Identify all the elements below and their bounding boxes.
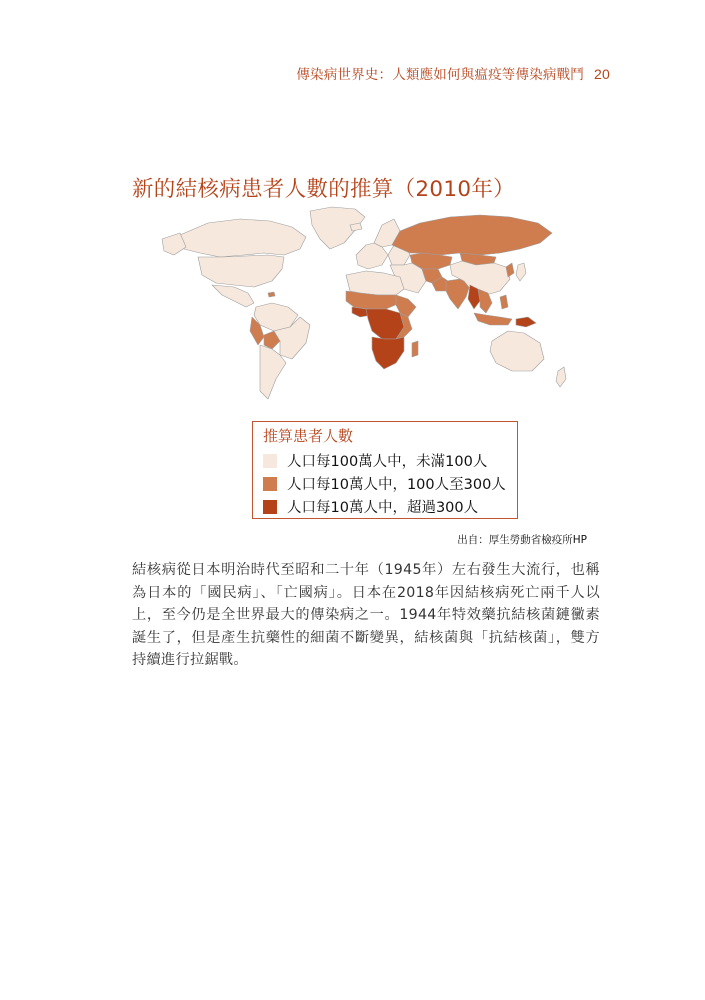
page-number: 20 (594, 66, 610, 82)
map-region-new-zealand (556, 367, 566, 387)
map-region-haiti (268, 292, 275, 297)
legend-item-low (263, 449, 517, 472)
map-region-japan (516, 263, 526, 281)
figure-source: 出自：厚生勞動省檢疫所HP (457, 534, 587, 546)
map-region-mexico (212, 285, 254, 307)
map-region-usa (198, 255, 284, 287)
map-region-russia (392, 215, 552, 255)
legend-label-mid: 人口每10萬人中，100人至300人 (287, 477, 506, 493)
map-region-indonesia (474, 313, 512, 325)
legend-label-high: 人口每10萬人中，超過300人 (287, 500, 479, 516)
legend-item-high (263, 495, 517, 518)
legend-swatch-low (263, 454, 277, 468)
world-map (160, 203, 580, 410)
map-region-philippines (500, 295, 508, 309)
book-title: 傳染病世界史：人類應如何與瘟疫等傳染病戰鬥 (296, 67, 585, 83)
map-region-papua (516, 317, 536, 327)
legend-item-mid (263, 472, 517, 495)
map-region-australia (490, 331, 544, 371)
legend-swatch-mid (263, 477, 277, 491)
map-region-madagascar (412, 341, 418, 357)
map-region-canada (180, 219, 306, 257)
legend-label-low: 人口每100萬人中，未滿100人 (287, 454, 488, 470)
body-paragraph: 結核病從日本明治時代至昭和二十年（1945年）左右發生大流行，也稱為日本的「國民病」、「亡國病」。日本在2018年因結核病死亡兩千人以上，至今仍是全世界最大的傳染病之一。1944年特效藥抗結核菌鏈黴素誕生了，但是產生抗藥性的細菌不斷變異，結核菌與「抗結核菌」，雙方持續進行拉鋸戰。 (132, 562, 600, 668)
world-map-svg (160, 203, 580, 410)
map-region-southern-africa (372, 337, 404, 369)
running-header (296, 63, 610, 83)
legend-title: 推算患者人數 (263, 427, 354, 445)
figure-title: 新的結核病患者人數的推算（2010年） (132, 177, 515, 202)
map-legend (252, 421, 518, 519)
legend-swatch-high (263, 500, 277, 514)
map-region-central-africa (366, 309, 404, 339)
